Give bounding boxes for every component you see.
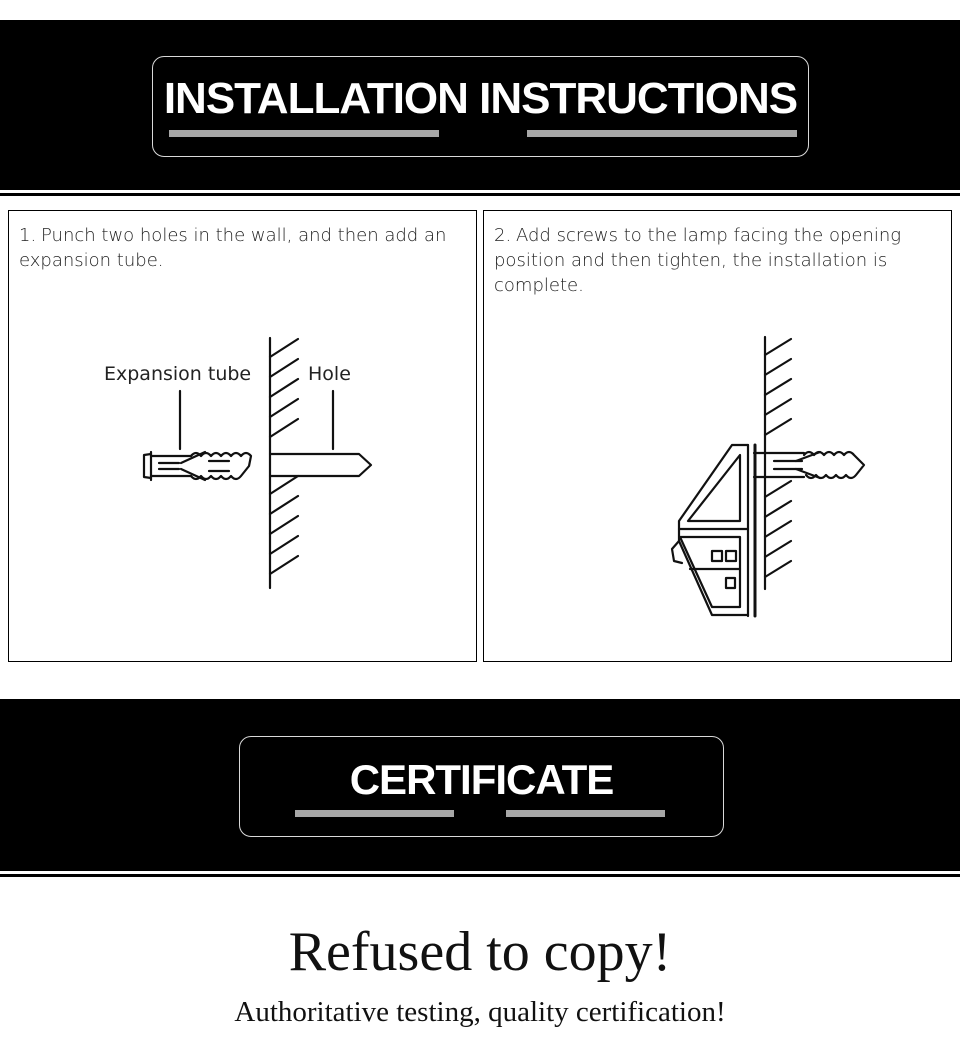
solar-lamp-drawing	[672, 445, 755, 616]
step-2-number: 2.	[494, 225, 512, 246]
certificate-title-frame	[239, 736, 724, 837]
expansion-tube-drawing	[144, 452, 251, 480]
lamp-mounting-diagram	[484, 211, 951, 661]
certificate-headline: Refused to copy!	[288, 921, 672, 983]
certificate-title-bar-left	[295, 810, 454, 817]
wall-hole-diagram	[9, 211, 476, 661]
hole-label: Hole	[308, 363, 351, 385]
installation-header-band	[0, 20, 960, 190]
certificate-title: CERTIFICATE	[349, 756, 614, 803]
step-1-number: 1.	[19, 225, 37, 246]
certificate-subheadline: Authoritative testing, quality certification!	[234, 996, 726, 1028]
expansion-tube-label: Expansion tube	[104, 363, 252, 385]
certificate-header-band	[0, 699, 960, 871]
installation-title: INSTALLATION INSTRUCTIONS	[163, 74, 798, 123]
wall-hatching	[765, 339, 791, 577]
step-2-description: Add screws to the lamp facing the opening position and then tighten, the installation is complete.	[494, 225, 902, 296]
installation-title-frame	[152, 56, 809, 157]
installation-header-underline	[0, 193, 960, 196]
certificate-header-underline	[0, 874, 960, 877]
wall-hatching	[270, 339, 298, 574]
screw-drawing	[754, 452, 864, 478]
step-1-description: Punch two holes in the wall, and then add an expansion tube.	[19, 225, 447, 271]
installation-title-bar-right	[527, 130, 797, 137]
installation-title-bar-left	[169, 130, 439, 137]
step-2-panel	[483, 210, 952, 662]
step-1-panel	[8, 210, 477, 662]
certificate-title-bar-right	[506, 810, 665, 817]
